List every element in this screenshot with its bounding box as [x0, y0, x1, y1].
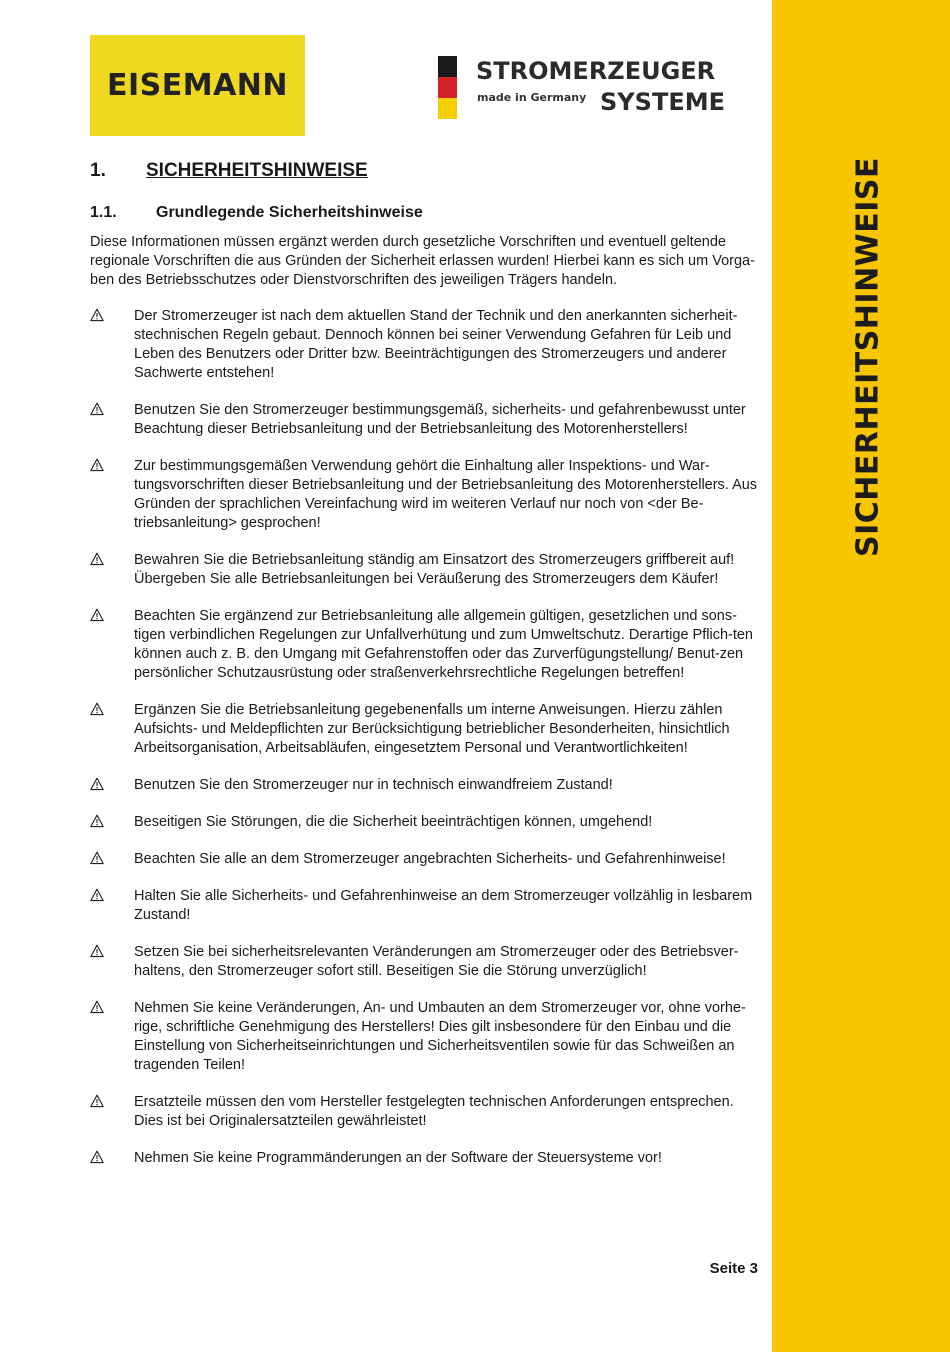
- warning-triangle-icon: [90, 851, 104, 865]
- warning-triangle-icon: [90, 458, 104, 472]
- flag-stripe-gold: [438, 98, 457, 119]
- list-item-text: Halten Sie alle Sicherheits- und Gefahrenhinweise an dem Stromerzeuger vollzählig in lesbarem Zustand!: [134, 888, 753, 923]
- list-item: [90, 457, 760, 533]
- warning-triangle-icon: [90, 777, 104, 791]
- warning-triangle-icon: [90, 944, 104, 958]
- list-item-text: Benutzen Sie den Stromerzeuger bestimmungsgemäß, sicherheits- und gefahrenbewusst unter Beachtung dieser Betriebsanleitung und der Betriebsanleitung des Motorenherstellers!: [134, 402, 746, 437]
- subsection-heading: [90, 204, 423, 222]
- list-item: [90, 1149, 760, 1168]
- stromerzeuger-logo-line2: SYSTEME: [600, 88, 725, 116]
- warning-triangle-icon: [90, 1094, 104, 1108]
- list-item: [90, 887, 760, 925]
- list-item: [90, 943, 760, 981]
- list-item-text: Der Stromerzeuger ist nach dem aktuellen Stand der Technik und den anerkannten sicherheit-stechnischen Regeln gebaut. Dennoch können bei seiner Verwendung Gefahren für Leib und Leben des Benutzers oder Dritter bzw. Beeinträchtigungen des Stromerzeugers und anderer Sachwerte entstehen!: [134, 308, 738, 381]
- section-number: 1.: [90, 160, 106, 181]
- warning-triangle-icon: [90, 608, 104, 622]
- warning-triangle-icon: [90, 402, 104, 416]
- stromerzeuger-logo-line1: STROMERZEUGER: [476, 57, 716, 85]
- list-item-text: Beachten Sie ergänzend zur Betriebsanleitung alle allgemein gültigen, gesetzlichen und sons-tigen verbindlichen Regelungen zur Unfallverhütung und zum Umweltschutz. Derartige Pflich-ten können auch z. B. den Umgang mit Gefahrenstoffen oder das Zurverfügungstellung/ Benut-zen persönlicher Schutzausrüstung oder straßenverkehrsrechtliche Regelungen betreffen!: [134, 608, 753, 681]
- subsection-title: Grundlegende Sicherheitshinweise: [156, 204, 423, 221]
- section-heading: [90, 160, 368, 182]
- german-flag-icon: [438, 56, 457, 119]
- list-item-text: Zur bestimmungsgemäßen Verwendung gehört die Einhaltung aller Inspektions- und War-tungsvorschriften dieser Betriebsanleitung und der Betriebsanleitung des Motorenherstellers. Aus Gründen der sprachlichen Vereinfachung wird im weiteren Verlauf nur noch von <der Be-triebsanleitung> gesprochen!: [134, 458, 758, 531]
- warning-triangle-icon: [90, 1000, 104, 1014]
- warning-triangle-icon: [90, 552, 104, 566]
- list-item-text: Setzen Sie bei sicherheitsrelevanten Veränderungen am Stromerzeuger oder des Betriebsver-haltens, den Stromerzeuger sofort still. Beseitigen Sie die Störung unverzüglich!: [134, 944, 739, 979]
- list-item-text: Ersatzteile müssen den vom Hersteller festgelegten technischen Anforderungen entsprechen. Dies ist bei Originalersatzteilen gewährleistet!: [134, 1094, 734, 1129]
- eisemann-logo-text: EISEMANN: [106, 68, 289, 103]
- flag-stripe-black: [438, 56, 457, 77]
- list-item-text: Ergänzen Sie die Betriebsanleitung gegebenenfalls um interne Anweisungen. Hierzu zählen Aufsichts- und Meldepflichten zur Berücksichtigung betrieblicher Besonderheiten, hinsichtlich Arbeitsorganisation, Arbeitsabläufen, eingesetztem Personal und Verantwortlichkeiten!: [134, 702, 730, 756]
- page-number: Seite 3: [709, 1260, 758, 1277]
- eisemann-logo: [90, 35, 305, 136]
- list-item: [90, 999, 760, 1075]
- sidebar-title: SICHERHEITSHINWEISE: [850, 156, 886, 558]
- list-item-text: Nehmen Sie keine Programmänderungen an der Software der Steuersysteme vor!: [134, 1150, 662, 1166]
- list-item: [90, 401, 760, 439]
- list-item: [90, 1093, 760, 1131]
- warning-triangle-icon: [90, 1150, 104, 1164]
- list-item: [90, 551, 760, 589]
- list-item-text: Nehmen Sie keine Veränderungen, An- und Umbauten an dem Stromerzeuger vor, ohne vorhe-rige, schriftliche Genehmigung des Herstellers! Dies gilt insbesondere für den Einbau und die Einstellung von Sicherheitseinrichtungen und Sicherheitsventilen sowie für das Schweißen an tragenden Teilen!: [134, 1000, 746, 1073]
- safety-list: [90, 307, 760, 1186]
- list-item-text: Beachten Sie alle an dem Stromerzeuger angebrachten Sicherheits- und Gefahrenhinweise!: [134, 851, 726, 867]
- section-title: SICHERHEITSHINWEISE: [146, 160, 368, 181]
- intro-paragraph: Diese Informationen müssen ergänzt werden durch gesetzliche Vorschriften und eventuell geltende regionale Vorschriften die aus Gründen der Sicherheit erlassen wurden! Hierbei kann es sich um Vorga-ben des Betriebsschutzes oder Dienstvorschriften des jeweiligen Trägers handeln.: [90, 234, 755, 288]
- warning-triangle-icon: [90, 702, 104, 716]
- warning-triangle-icon: [90, 814, 104, 828]
- subsection-number: 1.1.: [90, 204, 117, 221]
- list-item: [90, 701, 760, 758]
- warning-triangle-icon: [90, 888, 104, 902]
- list-item-text: Bewahren Sie die Betriebsanleitung ständig am Einsatzort des Stromerzeugers griffbereit auf! Übergeben Sie alle Betriebsanleitungen bei Veräußerung des Stromerzeugers dem Käufer!: [134, 552, 735, 587]
- list-item: [90, 776, 760, 795]
- list-item: [90, 850, 760, 869]
- list-item-text: Beseitigen Sie Störungen, die die Sicherheit beeinträchtigen können, umgehend!: [134, 814, 653, 830]
- list-item-text: Benutzen Sie den Stromerzeuger nur in technisch einwandfreiem Zustand!: [134, 777, 613, 793]
- stromerzeuger-logo: [476, 57, 736, 121]
- list-item: [90, 307, 760, 383]
- stromerzeuger-logo-tagline: made in Germany: [477, 91, 587, 104]
- warning-triangle-icon: [90, 308, 104, 322]
- flag-stripe-red: [438, 77, 457, 98]
- list-item: [90, 607, 760, 683]
- list-item: [90, 813, 760, 832]
